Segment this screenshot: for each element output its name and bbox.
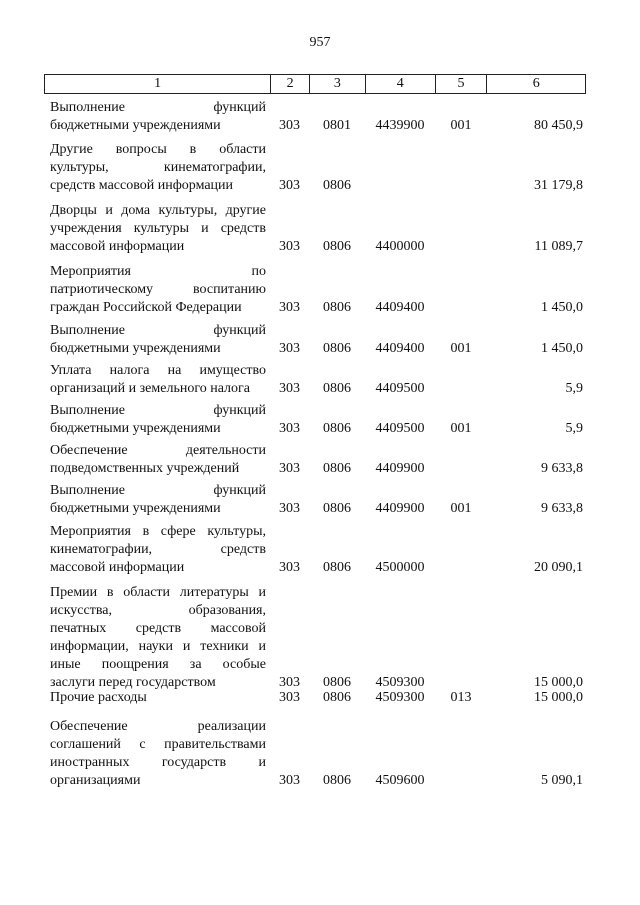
table-row xyxy=(44,523,586,577)
table-header xyxy=(44,74,586,94)
description-line: заслуги перед государством xyxy=(50,675,216,690)
table-row xyxy=(44,402,586,438)
description-line: организаций и земельного налога xyxy=(50,381,250,396)
row-col-2: 303 xyxy=(279,118,300,133)
row-col-6: 1 450,0 xyxy=(541,300,583,315)
row-col-6: 15 000,0 xyxy=(534,690,583,705)
description-line: патриотическому воспитанию xyxy=(50,282,266,297)
row-col-4 xyxy=(365,177,435,195)
row-description xyxy=(50,263,266,317)
description-line: Выполнение функций xyxy=(50,100,266,115)
row-col-3: 0806 xyxy=(323,178,351,193)
description-line: массовой информации xyxy=(50,560,185,575)
description-line: соглашений с правительствами xyxy=(50,737,266,752)
row-description xyxy=(50,442,266,478)
row-col-3: 0806 xyxy=(323,675,351,690)
row-col-4: 4400000 xyxy=(375,239,425,254)
description-line: Обеспечение деятельности xyxy=(50,443,266,458)
row-col-6: 9 633,8 xyxy=(541,461,583,476)
row-col-4: 4409900 xyxy=(375,501,425,516)
header-col-5: 5 xyxy=(435,75,487,93)
row-col-6: 31 179,8 xyxy=(534,178,583,193)
table-row xyxy=(44,482,586,518)
row-col-4: 4509600 xyxy=(375,773,425,788)
row-col-4: 4409400 xyxy=(375,300,425,315)
row-col-5 xyxy=(435,559,487,577)
header-col-4: 4 xyxy=(365,75,435,93)
row-col-2: 303 xyxy=(279,690,300,705)
row-description xyxy=(50,141,266,195)
row-col-2: 303 xyxy=(279,300,300,315)
table-row xyxy=(44,362,586,398)
description-line: Уплата налога на имущество xyxy=(50,363,266,378)
row-col-2: 303 xyxy=(279,381,300,396)
row-col-4: 4409900 xyxy=(375,461,425,476)
row-col-6: 5,9 xyxy=(565,421,583,436)
table-row xyxy=(44,263,586,317)
row-col-3: 0806 xyxy=(323,381,351,396)
table-row xyxy=(44,202,586,256)
row-col-2: 303 xyxy=(279,501,300,516)
row-col-2: 303 xyxy=(279,239,300,254)
description-line: печатных средств массовой xyxy=(50,621,266,636)
description-line: Выполнение функций xyxy=(50,483,266,498)
description-line: организациями xyxy=(50,773,141,788)
description-line: подведомственных учреждений xyxy=(50,461,240,476)
description-line: Мероприятия в сфере культуры, xyxy=(50,524,266,539)
row-col-3: 0806 xyxy=(323,300,351,315)
row-col-5 xyxy=(435,460,487,478)
row-col-6: 20 090,1 xyxy=(534,560,583,575)
row-description xyxy=(50,99,266,135)
description-line: средств массовой информации xyxy=(50,178,234,193)
description-line: бюджетными учреждениями xyxy=(50,341,221,356)
row-col-6: 11 089,7 xyxy=(534,239,583,254)
row-col-4: 4500000 xyxy=(375,560,425,575)
table-row xyxy=(44,442,586,478)
row-col-2: 303 xyxy=(279,461,300,476)
row-col-5 xyxy=(435,772,487,790)
row-col-3: 0806 xyxy=(323,341,351,356)
row-col-3: 0806 xyxy=(323,690,351,705)
row-col-3: 0806 xyxy=(323,501,351,516)
description-line: бюджетными учреждениями xyxy=(50,421,221,436)
description-line: информации, науки и техники и xyxy=(50,639,266,654)
header-col-6: 6 xyxy=(486,75,585,93)
table-row xyxy=(44,141,586,195)
table-row xyxy=(44,718,586,790)
row-col-6: 15 000,0 xyxy=(534,675,583,690)
header-col-1: 1 xyxy=(154,76,162,91)
row-description xyxy=(50,362,266,398)
description-line: Мероприятия по xyxy=(50,264,266,279)
row-description xyxy=(50,584,266,692)
row-col-2: 303 xyxy=(279,675,300,690)
row-col-6: 80 450,9 xyxy=(534,118,583,133)
row-col-2: 303 xyxy=(279,178,300,193)
row-col-4: 4509300 xyxy=(375,690,425,705)
table-row xyxy=(44,689,586,707)
row-col-4: 4409400 xyxy=(375,341,425,356)
row-description xyxy=(50,718,266,790)
row-col-2: 303 xyxy=(279,421,300,436)
row-col-2: 303 xyxy=(279,560,300,575)
row-col-5 xyxy=(435,238,487,256)
row-description xyxy=(50,523,266,577)
description-line: иностранных государств и xyxy=(50,755,266,770)
row-col-3: 0806 xyxy=(323,461,351,476)
row-description xyxy=(50,482,266,518)
row-description xyxy=(50,322,266,358)
description-line: Премии в области литературы и xyxy=(50,585,266,600)
table-row xyxy=(44,99,586,135)
row-col-5: 001 xyxy=(450,421,472,436)
description-line: культуры, кинематографии, xyxy=(50,160,266,175)
description-line: массовой информации xyxy=(50,239,185,254)
row-description xyxy=(50,689,266,707)
row-col-3: 0806 xyxy=(323,239,351,254)
row-col-4: 4439900 xyxy=(375,118,425,133)
row-col-5 xyxy=(435,299,487,317)
row-col-5: 001 xyxy=(450,341,472,356)
description-line: иные поощрения за особые xyxy=(50,657,266,672)
row-col-4: 4409500 xyxy=(375,381,425,396)
table-row xyxy=(44,322,586,358)
row-col-5: 001 xyxy=(450,501,472,516)
description-line: Обеспечение реализации xyxy=(50,719,266,734)
description-line: Другие вопросы в области xyxy=(50,142,266,157)
row-col-6: 1 450,0 xyxy=(541,341,583,356)
row-description xyxy=(50,402,266,438)
row-description xyxy=(50,202,266,256)
row-col-6: 9 633,8 xyxy=(541,501,583,516)
description-line: Прочие расходы xyxy=(50,690,147,705)
description-line: Выполнение функций xyxy=(50,403,266,418)
description-line: кинематографии, средств xyxy=(50,542,266,557)
description-line: бюджетными учреждениями xyxy=(50,118,221,133)
page-number: 957 xyxy=(309,35,331,50)
row-col-3: 0806 xyxy=(323,421,351,436)
row-col-3: 0801 xyxy=(323,118,351,133)
row-col-5: 001 xyxy=(450,118,472,133)
table-row xyxy=(44,584,586,692)
row-col-4: 4409500 xyxy=(375,421,425,436)
row-col-5: 013 xyxy=(450,690,472,705)
header-col-3: 3 xyxy=(309,75,365,93)
description-line: искусства, образования, xyxy=(50,603,266,618)
description-line: Дворцы и дома культуры, другие xyxy=(50,203,266,218)
description-line: граждан Российской Федерации xyxy=(50,300,242,315)
header-col-2: 2 xyxy=(270,75,309,93)
row-col-3: 0806 xyxy=(323,560,351,575)
row-col-3: 0806 xyxy=(323,773,351,788)
row-col-6: 5,9 xyxy=(565,381,583,396)
description-line: учреждения культуры и средств xyxy=(50,221,266,236)
row-col-5 xyxy=(435,177,487,195)
row-col-2: 303 xyxy=(279,341,300,356)
row-col-2: 303 xyxy=(279,773,300,788)
row-col-6: 5 090,1 xyxy=(541,773,583,788)
row-col-5 xyxy=(435,380,487,398)
row-col-4: 4509300 xyxy=(375,675,425,690)
description-line: Выполнение функций xyxy=(50,323,266,338)
description-line: бюджетными учреждениями xyxy=(50,501,221,516)
